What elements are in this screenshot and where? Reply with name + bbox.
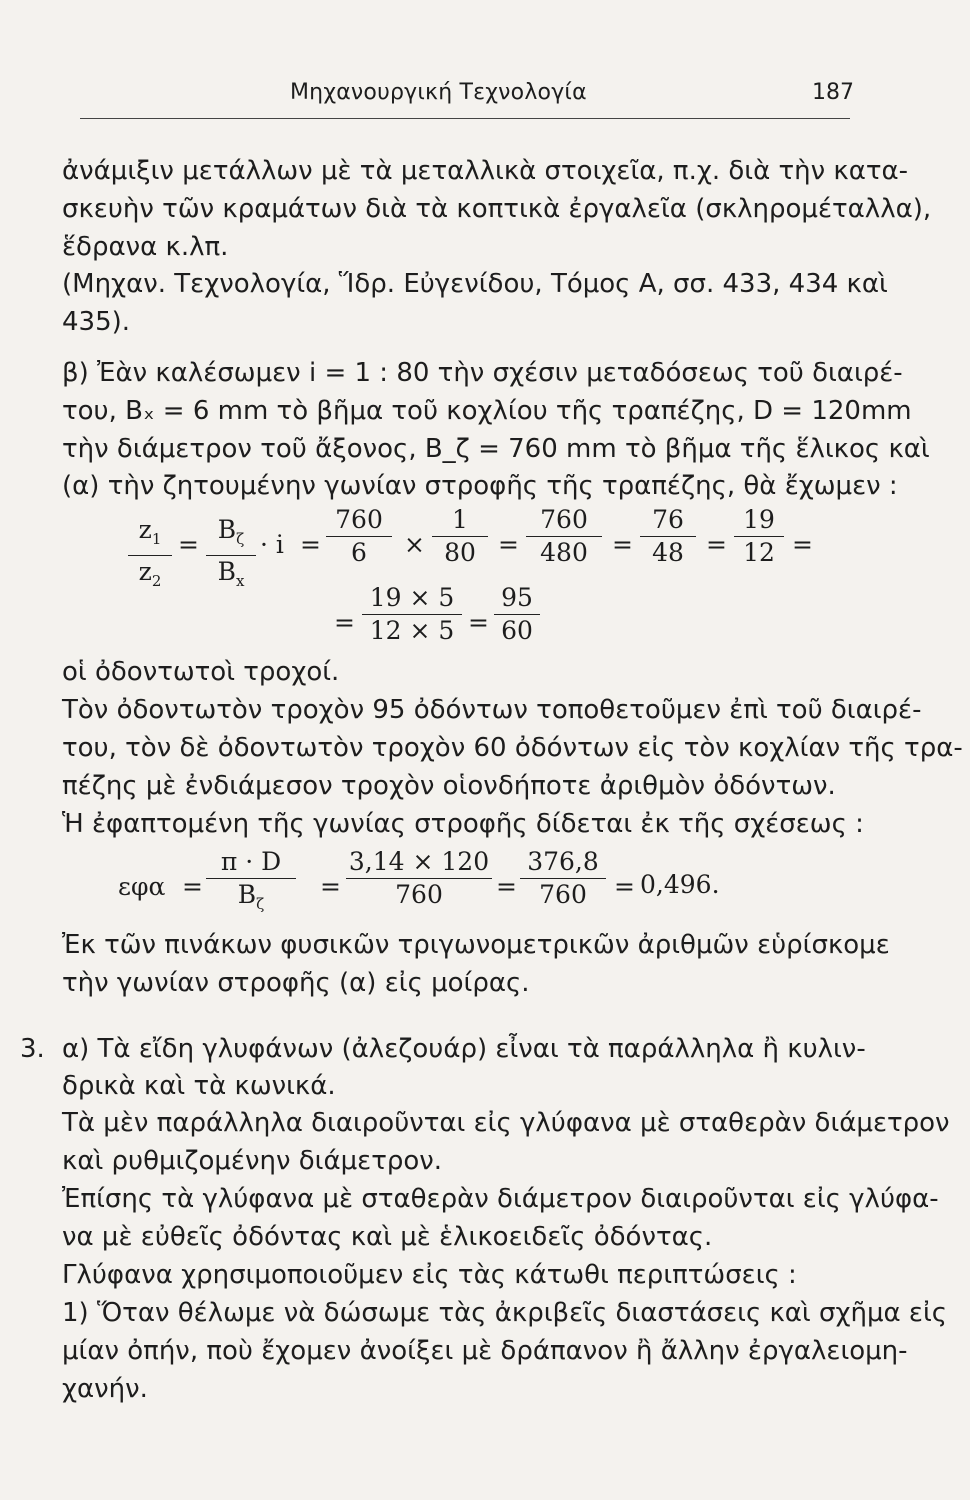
text-line: τὴν γωνίαν στροφῆς (α) εἰς μοίρας. <box>62 968 530 998</box>
fraction-19-12: 19 12 <box>734 505 784 568</box>
fraction-19x5-12x5: 19 × 5 12 × 5 <box>362 583 462 646</box>
text-line: πέζης μὲ ἐνδιάμεσον τροχὸν οἱονδήποτε ἀριθμὸν ὀδόντων. <box>62 771 836 801</box>
fraction-760-480: 760 480 <box>526 505 602 568</box>
fraction-760-6: 760 6 <box>326 505 392 568</box>
equals-sign: = <box>320 872 341 901</box>
text-line: μίαν ὀπήν, ποὺ ἔχομεν ἀνοίξει μὲ δράπανον ἢ ἄλλην ἐργαλειομη- <box>62 1336 908 1366</box>
text-line: Τὸν ὀδοντωτὸν τροχὸν 95 ὀδόντων τοποθετοῦμεν ἐπὶ τοῦ διαιρέ- <box>62 695 922 725</box>
text-line: Ἐκ τῶν πινάκων φυσικῶν τριγωνομετρικῶν ἀριθμῶν εὑρίσκομε <box>62 930 890 960</box>
text-line: του, τὸν δὲ ὀδοντωτὸν τροχὸν 60 ὀδόντων εἰς τὸν κοχλίαν τῆς τρα- <box>62 733 963 763</box>
equals-sign: = <box>300 530 321 559</box>
header-rule <box>80 118 850 119</box>
equals-sign: = <box>468 608 489 637</box>
text-line: χανήν. <box>62 1374 148 1404</box>
running-title: Μηχανουργική Τεχνολογία <box>290 80 587 105</box>
text-line: 435). <box>62 307 131 337</box>
equals-sign: = <box>334 608 355 637</box>
text-line: 1) Ὅταν θέλωμε νὰ δώσωμε τὰς ἀκριβεῖς διαστάσεις καὶ σχῆμα εἰς <box>62 1298 948 1328</box>
fraction-95-60: 95 60 <box>494 583 540 646</box>
equals-sign: = <box>706 530 727 559</box>
text-line: τὴν διάμετρον τοῦ ἄξονος, B_ζ = 760 mm τὸ βῆμα τῆς ἕλικος καὶ <box>62 434 930 464</box>
equals-sign: = <box>792 530 813 559</box>
text-line: οἱ ὀδοντωτοὶ τροχοί. <box>62 657 340 687</box>
text-line: Ἐπίσης τὰ γλύφανα μὲ σταθερὰν διάμετρον διαιροῦνται εἰς γλύφα- <box>62 1184 939 1214</box>
fraction-76-48: 76 48 <box>640 505 696 568</box>
i-factor: · i <box>260 530 284 559</box>
text-line: σκευὴν τῶν κραμάτων διὰ τὰ κοπτικὰ ἐργαλεῖα (σκληρομέταλλα), <box>62 194 932 224</box>
text-line: να μὲ εὐθεῖς ὀδόντας καὶ μὲ ἑλικοειδεῖς ὀδόντας. <box>62 1222 713 1252</box>
text-line: καὶ ρυθμιζομένην διάμετρον. <box>62 1146 443 1176</box>
text-line: ἕδρανα κ.λπ. <box>62 232 229 262</box>
text-line: α) Τὰ εἴδη γλυφάνων (ἀλεζουάρ) εἶναι τὰ παράλληλα ἢ κυλιν- <box>62 1034 866 1064</box>
text-line: ἀνάμιξιν μετάλλων μὲ τὰ μεταλλικὰ στοιχεῖα, π.χ. διὰ τὴν κατα- <box>62 156 909 186</box>
text-line: του, Bₓ = 6 mm τὸ βῆμα τοῦ κοχλίου τῆς τραπέζης, D = 120mm <box>62 396 912 426</box>
tangent-result: 0,496. <box>640 870 720 899</box>
equals-sign: = <box>178 530 199 559</box>
text-line: Γλύφανα χρησιμοποιοῦμεν εἰς τὰς κάτωθι περιπτώσεις : <box>62 1260 797 1290</box>
page-header <box>0 80 970 110</box>
equals-sign: = <box>182 872 203 901</box>
text-line: (Μηχαν. Τεχνολογία, Ἵδρ. Εὐγενίδου, Τόμος Α, σσ. 433, 434 καὶ <box>62 269 888 299</box>
text-line: Τὰ μὲν παράλληλα διαιροῦνται εἰς γλύφανα μὲ σταθερὰν διάμετρον <box>62 1108 950 1138</box>
times-sign: × <box>404 530 425 559</box>
fraction-z1-z2: $z_1$ $z_2$ <box>128 515 172 596</box>
text-line: δρικὰ καὶ τὰ κωνικά. <box>62 1071 336 1101</box>
equals-sign: = <box>496 872 517 901</box>
fraction-piD-bz: π · D $B_\zeta$ <box>206 847 296 919</box>
equals-sign: = <box>612 530 633 559</box>
tan-alpha-label: εφα <box>118 872 166 901</box>
text-line: Ἡ ἐφαπτομένη τῆς γωνίας στροφῆς δίδεται ἐκ τῆς σχέσεως : <box>62 809 864 839</box>
fraction-314x120-760: 3,14 × 120 760 <box>346 847 492 910</box>
text-line: (α) τὴν ζητουμένην γωνίαν στροφῆς τῆς τραπέζης, θὰ ἔχωμεν : <box>62 471 898 501</box>
text-line: β) Ἐὰν καλέσωμεν i = 1 : 80 τὴν σχέσιν μεταδόσεως τοῦ διαιρέ- <box>62 358 903 388</box>
section-number: 3. <box>20 1034 45 1064</box>
page-number: 187 <box>812 80 854 105</box>
fraction-3768-760: 376,8 760 <box>520 847 606 910</box>
fraction-bz-bx: $B_\zeta$ $B_x$ <box>206 515 256 596</box>
fraction-1-80: 1 80 <box>432 505 488 568</box>
equals-sign: = <box>614 872 635 901</box>
equals-sign: = <box>498 530 519 559</box>
